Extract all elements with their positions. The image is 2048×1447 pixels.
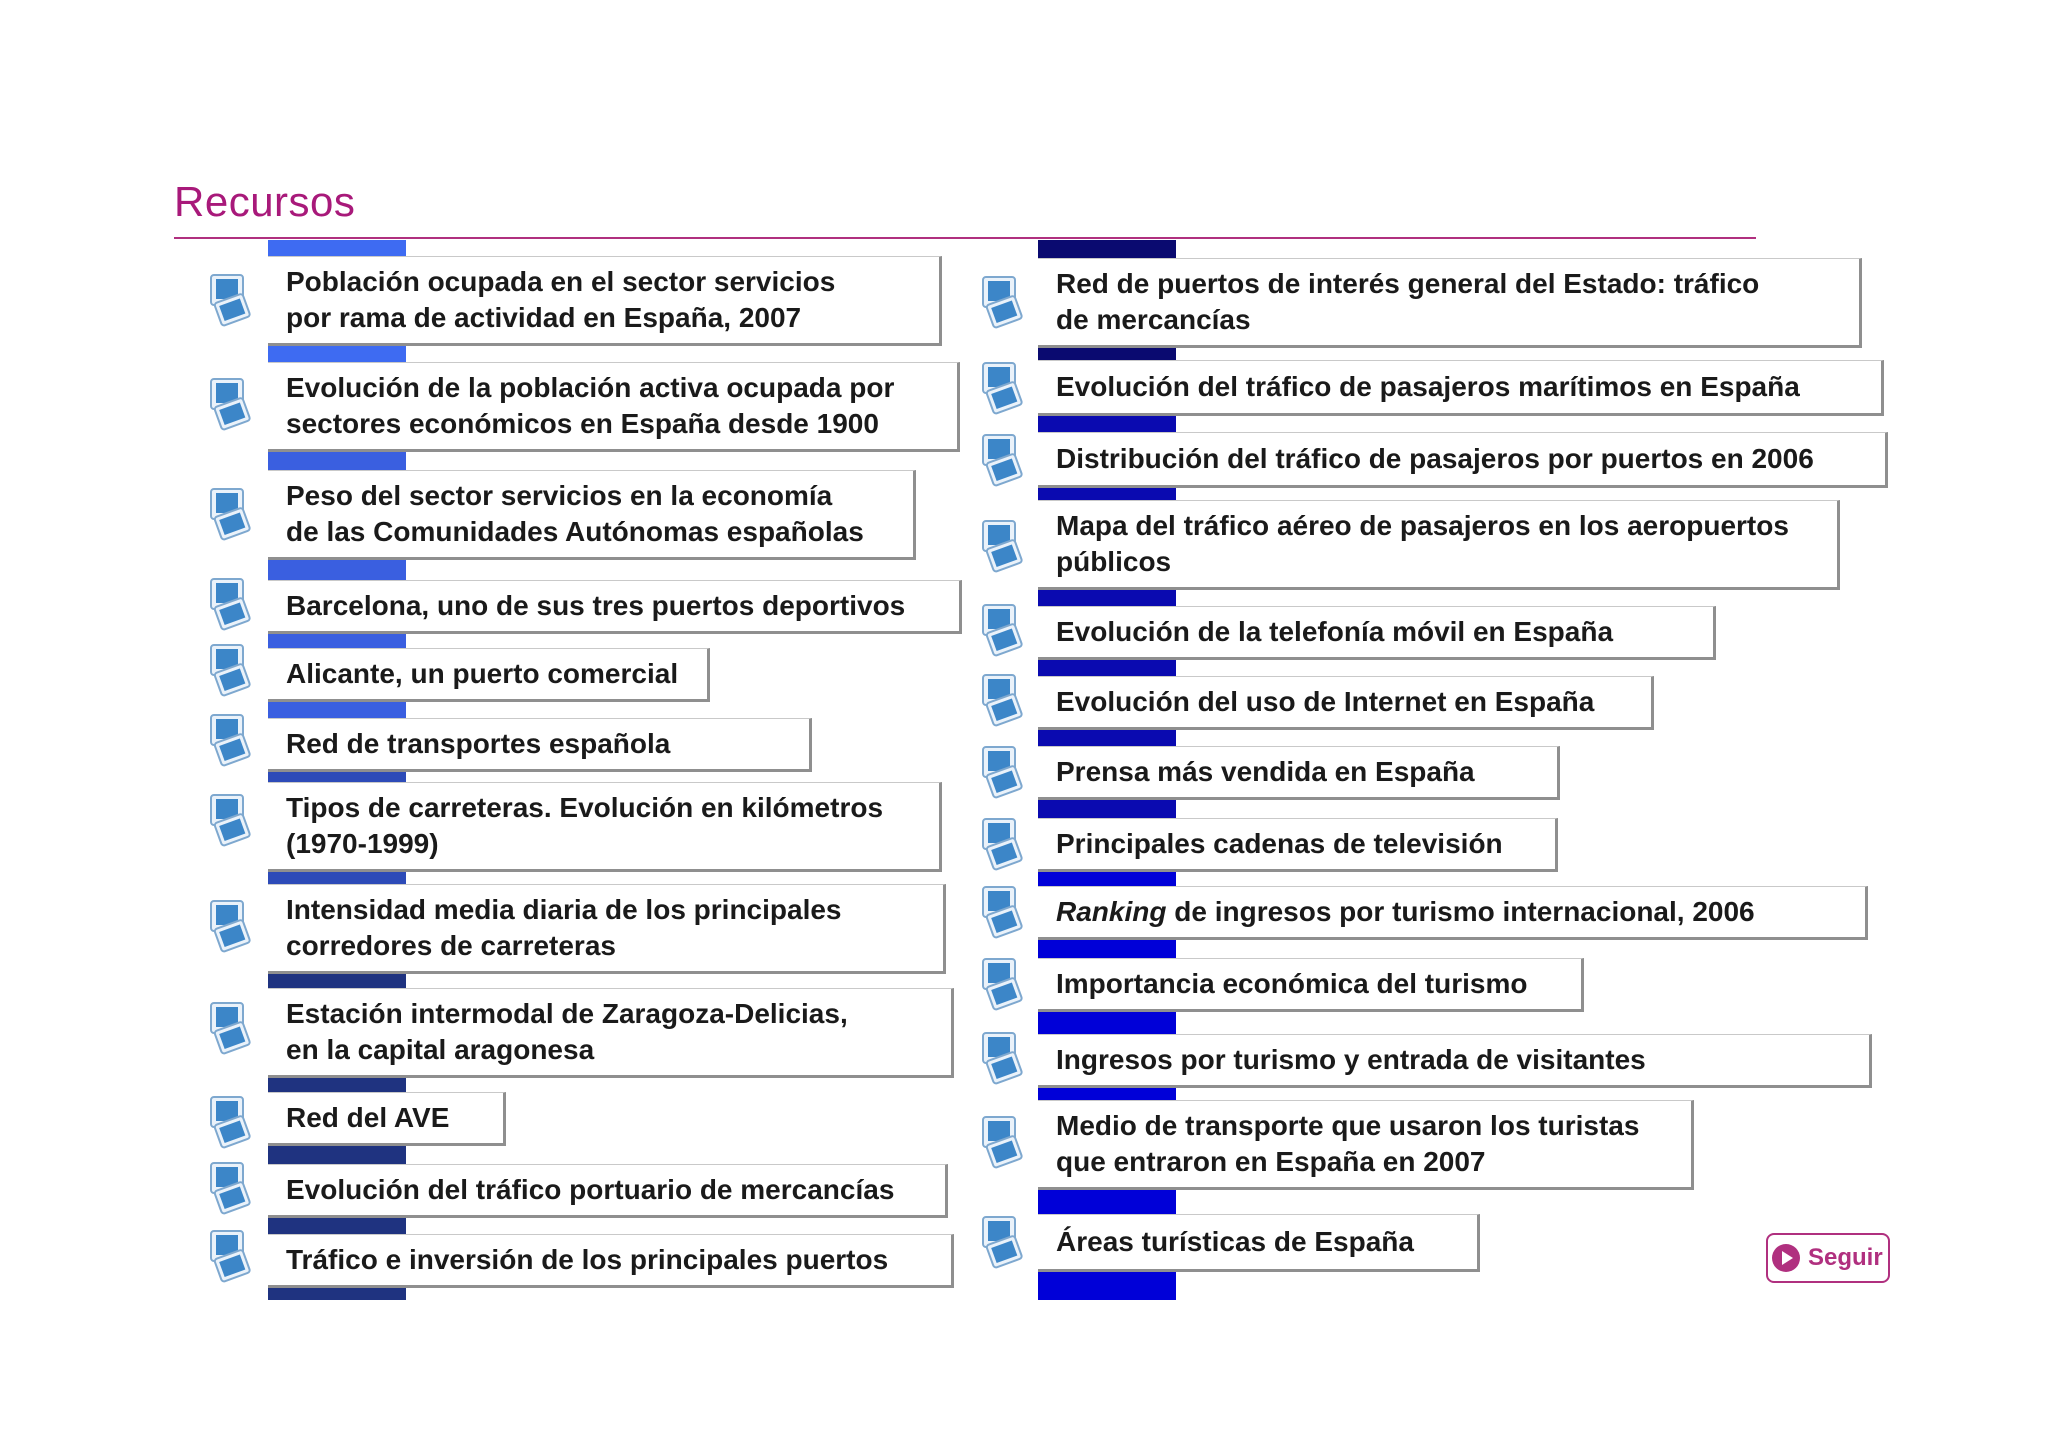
- resource-link-label: Evolución de la población activa ocupada por sectores económicos en España desde 1900: [286, 372, 895, 439]
- resource-link[interactable]: [1038, 818, 1558, 872]
- resource-link-label: Tipos de carreteras. Evolución en kilómetros (1970-1999): [286, 792, 884, 859]
- image-gallery-icon[interactable]: [980, 274, 1026, 330]
- resource-link[interactable]: [268, 256, 942, 346]
- image-gallery-icon[interactable]: [980, 672, 1026, 728]
- image-gallery-icon[interactable]: [208, 272, 254, 328]
- resource-link[interactable]: [268, 1234, 954, 1288]
- resource-link[interactable]: [1038, 432, 1888, 488]
- resource-link[interactable]: [1038, 500, 1840, 590]
- resource-link-label: Intensidad media diaria de los principales corredores de carreteras: [286, 894, 842, 961]
- resource-link[interactable]: [1038, 1100, 1694, 1190]
- resource-link-label: de ingresos por turismo internacional, 2006: [1166, 896, 1755, 927]
- resource-link[interactable]: [268, 648, 710, 702]
- seguir-button-label: Seguir: [1808, 1244, 1883, 1271]
- resource-link[interactable]: [268, 580, 962, 634]
- resource-link-label: Alicante, un puerto comercial: [286, 658, 679, 689]
- resource-link[interactable]: [1038, 258, 1862, 348]
- image-gallery-icon[interactable]: [980, 744, 1026, 800]
- image-gallery-icon[interactable]: [208, 712, 254, 768]
- resource-link-label-italic: Ranking: [1056, 896, 1167, 927]
- resource-link-label: Evolución del tráfico portuario de mercancías: [286, 1174, 895, 1205]
- resource-link-label: Red de transportes española: [286, 728, 671, 759]
- resource-link[interactable]: [268, 718, 812, 772]
- page-title: Recursos: [174, 178, 356, 225]
- image-gallery-icon[interactable]: [980, 816, 1026, 872]
- image-gallery-icon[interactable]: [208, 792, 254, 848]
- resource-link[interactable]: [1038, 1034, 1872, 1088]
- image-gallery-icon[interactable]: [980, 956, 1026, 1012]
- resource-link-label: Red del AVE: [286, 1102, 450, 1133]
- image-gallery-icon[interactable]: [980, 1114, 1026, 1170]
- image-gallery-icon[interactable]: [208, 486, 254, 542]
- image-gallery-icon[interactable]: [208, 642, 254, 698]
- resource-link[interactable]: [268, 362, 960, 452]
- image-gallery-icon[interactable]: [208, 1228, 254, 1284]
- image-gallery-icon[interactable]: [980, 1214, 1026, 1270]
- resource-link[interactable]: [1038, 746, 1560, 800]
- image-gallery-icon[interactable]: [208, 898, 254, 954]
- resource-link-label: Tráfico e inversión de los principales puertos: [286, 1244, 889, 1275]
- resource-link-label: Evolución del uso de Internet en España: [1056, 686, 1595, 717]
- resource-link-label: Principales cadenas de televisión: [1056, 828, 1503, 859]
- play-icon: [1772, 1244, 1800, 1272]
- resource-link[interactable]: [1038, 886, 1868, 940]
- seguir-button[interactable]: [1766, 1233, 1890, 1283]
- image-gallery-icon[interactable]: [208, 1000, 254, 1056]
- resource-link-label: Mapa del tráfico aéreo de pasajeros en los aeropuertos públicos: [1056, 510, 1789, 577]
- resource-link-label: Población ocupada en el sector servicios por rama de actividad en España, 2007: [286, 266, 836, 333]
- image-gallery-icon[interactable]: [208, 376, 254, 432]
- resource-link-label: Medio de transporte que usaron los turistas que entraron en España en 2007: [1056, 1110, 1640, 1177]
- resource-link[interactable]: [1038, 360, 1884, 416]
- resource-link-label: Estación intermodal de Zaragoza-Delicias, en la capital aragonesa: [286, 998, 848, 1065]
- title-divider: [174, 237, 1756, 239]
- image-gallery-icon[interactable]: [208, 1094, 254, 1150]
- resource-link[interactable]: [1038, 606, 1716, 660]
- resource-link-label: Distribución del tráfico de pasajeros por puertos en 2006: [1056, 443, 1814, 474]
- image-gallery-icon[interactable]: [980, 432, 1026, 488]
- resource-link-label: Barcelona, uno de sus tres puertos deportivos: [286, 590, 906, 621]
- image-gallery-icon[interactable]: [980, 360, 1026, 416]
- resource-link[interactable]: [1038, 958, 1584, 1012]
- resource-link[interactable]: [268, 1164, 948, 1218]
- resource-link-label: Evolución de la telefonía móvil en España: [1056, 616, 1614, 647]
- image-gallery-icon[interactable]: [980, 518, 1026, 574]
- resource-link[interactable]: [268, 782, 942, 872]
- resource-link-label: Evolución del tráfico de pasajeros marítimos en España: [1056, 371, 1800, 402]
- resource-link-label: Ingresos por turismo y entrada de visitantes: [1056, 1044, 1646, 1075]
- resource-link[interactable]: [1038, 1214, 1480, 1272]
- resource-link[interactable]: [268, 884, 946, 974]
- resource-link-label: Importancia económica del turismo: [1056, 968, 1528, 999]
- image-gallery-icon[interactable]: [208, 576, 254, 632]
- image-gallery-icon[interactable]: [208, 1160, 254, 1216]
- resource-link[interactable]: [268, 1092, 506, 1146]
- resource-link[interactable]: [268, 470, 916, 560]
- resource-link-label: Prensa más vendida en España: [1056, 756, 1475, 787]
- image-gallery-icon[interactable]: [980, 1030, 1026, 1086]
- resource-link[interactable]: [1038, 676, 1654, 730]
- resource-link-label: Red de puertos de interés general del Estado: tráfico de mercancías: [1056, 268, 1760, 335]
- resource-link-label: Áreas turísticas de España: [1056, 1226, 1414, 1257]
- resource-link[interactable]: [268, 988, 954, 1078]
- image-gallery-icon[interactable]: [980, 602, 1026, 658]
- image-gallery-icon[interactable]: [980, 884, 1026, 940]
- resource-link-label: Peso del sector servicios en la economía de las Comunidades Autónomas españolas: [286, 480, 864, 547]
